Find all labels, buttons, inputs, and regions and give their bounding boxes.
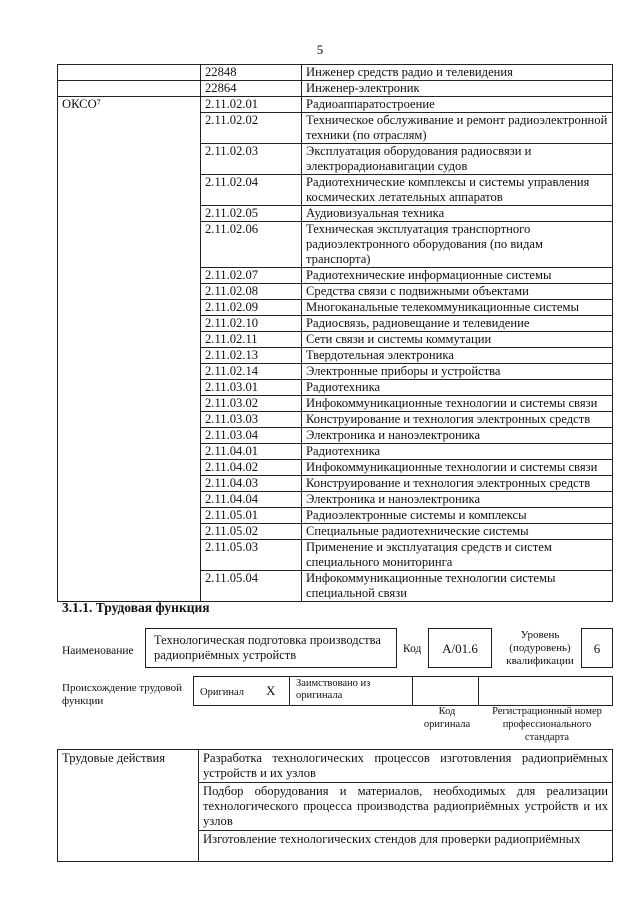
- actions-label: Трудовые действия: [58, 750, 199, 862]
- page-number: 5: [316, 42, 324, 57]
- name-cell: Электронные приборы и устройства: [302, 364, 613, 380]
- name-cell: Применение и эксплуатация средств и систем специального мониторинга: [302, 540, 613, 571]
- group-cell: [58, 380, 201, 396]
- code-cell: 2.11.02.09: [201, 300, 302, 316]
- group-cell: [58, 524, 201, 540]
- table-row: [58, 81, 613, 97]
- table-row: [58, 540, 613, 571]
- group-cell: [58, 300, 201, 316]
- name-cell: Радиоаппаратостроение: [302, 97, 613, 113]
- name-box: [145, 628, 397, 668]
- name-cell: Радиосвязь, радиовещание и телевидение: [302, 316, 613, 332]
- table-row: [58, 332, 613, 348]
- table-row: [58, 508, 613, 524]
- code-box: [428, 628, 492, 668]
- code-cell: 2.11.02.10: [201, 316, 302, 332]
- table-row: [58, 524, 613, 540]
- group-cell: [58, 206, 201, 222]
- table-row: [58, 348, 613, 364]
- code-cell: 2.11.05.02: [201, 524, 302, 540]
- table-row: [58, 268, 613, 284]
- code-cell: 2.11.02.06: [201, 222, 302, 268]
- code-cell: 2.11.04.01: [201, 444, 302, 460]
- name-cell: Электроника и наноэлектроника: [302, 428, 613, 444]
- table-row: [58, 316, 613, 332]
- code-cell: 2.11.02.07: [201, 268, 302, 284]
- table-row: [58, 476, 613, 492]
- code-cell: 2.11.02.08: [201, 284, 302, 300]
- name-cell: Конструирование и технология электронных средств: [302, 476, 613, 492]
- code-cell: 2.11.05.01: [201, 508, 302, 524]
- group-cell: [58, 348, 201, 364]
- name-cell: Радиотехнические комплексы и системы управления космических летательных аппаратов: [302, 175, 613, 206]
- code-cell: 2.11.03.04: [201, 428, 302, 444]
- name-cell: Радиотехника: [302, 380, 613, 396]
- group-cell: [58, 412, 201, 428]
- origin-divider-3: [478, 676, 479, 706]
- group-cell: [58, 81, 201, 97]
- table-row: [58, 144, 613, 175]
- table-row: [58, 428, 613, 444]
- group-cell: [58, 65, 201, 81]
- table-row: [58, 460, 613, 476]
- group-cell: [58, 144, 201, 175]
- group-cell: [58, 428, 201, 444]
- okso-table: [57, 64, 613, 602]
- code-cell: 2.11.02.13: [201, 348, 302, 364]
- action-item: Разработка технологических процессов изготовления радиоприёмных устройств и их узлов: [199, 750, 613, 783]
- action-row: [58, 750, 613, 783]
- code-cell: 2.11.02.11: [201, 332, 302, 348]
- level-box: [581, 628, 613, 668]
- group-cell: [58, 460, 201, 476]
- name-cell: Сети связи и системы коммутации: [302, 332, 613, 348]
- group-cell: ОКСО⁷: [58, 97, 201, 113]
- code-label: Код: [403, 643, 422, 655]
- code-cell: 22848: [201, 65, 302, 81]
- group-cell: [58, 332, 201, 348]
- original-label: Оригинал: [200, 687, 244, 698]
- actions-table: [57, 749, 613, 862]
- code-cell: 2.11.02.02: [201, 113, 302, 144]
- table-row: [58, 65, 613, 81]
- group-cell: [58, 508, 201, 524]
- action-item: Подбор оборудования и материалов, необходимых для реализации технологического процесса производства радиоприёмных устройств и их узлов: [199, 783, 613, 831]
- group-cell: [58, 396, 201, 412]
- group-cell: [58, 284, 201, 300]
- group-cell: [58, 540, 201, 571]
- group-cell: [58, 444, 201, 460]
- code-cell: 2.11.04.03: [201, 476, 302, 492]
- name-label: Наименование: [62, 645, 134, 657]
- name-cell: Инфокоммуникационные технологии и системы связи: [302, 396, 613, 412]
- name-cell: Инфокоммуникационные технологии системы специальной связи: [302, 571, 613, 602]
- table-row: [58, 222, 613, 268]
- name-cell: Эксплуатация оборудования радиосвязи и электрорадионавигации судов: [302, 144, 613, 175]
- name-cell: Инженер средств радио и телевидения: [302, 65, 613, 81]
- code-cell: 2.11.03.02: [201, 396, 302, 412]
- code-original-label: Код оригинала: [423, 706, 471, 730]
- name-cell: Специальные радиотехнические системы: [302, 524, 613, 540]
- level-label: Уровень (подуровень) квалификации: [506, 629, 574, 667]
- group-cell: [58, 113, 201, 144]
- table-row: [58, 284, 613, 300]
- origin-label: Происхождение трудовой функции: [62, 682, 183, 707]
- name-cell: Твердотельная электроника: [302, 348, 613, 364]
- code-cell: 2.11.02.01: [201, 97, 302, 113]
- group-cell: [58, 268, 201, 284]
- group-cell: [58, 364, 201, 380]
- group-cell: [58, 222, 201, 268]
- code-cell: 2.11.05.03: [201, 540, 302, 571]
- group-cell: [58, 476, 201, 492]
- table-row: [58, 444, 613, 460]
- code-cell: 2.11.04.02: [201, 460, 302, 476]
- table-row: [58, 412, 613, 428]
- original-mark: X: [266, 683, 276, 698]
- table-row: [58, 175, 613, 206]
- origin-divider-1: [289, 676, 290, 706]
- action-item: Изготовление технологических стендов для проверки радиоприёмных: [199, 831, 613, 862]
- group-cell: [58, 492, 201, 508]
- code-cell: 2.11.02.03: [201, 144, 302, 175]
- name-cell: Техническое обслуживание и ремонт радиоэлектронной техники (по отраслям): [302, 113, 613, 144]
- table-row: [58, 364, 613, 380]
- group-cell: [58, 316, 201, 332]
- table-row: [58, 492, 613, 508]
- reg-number-label: Регистрационный номер профессионального стандарта: [492, 706, 602, 743]
- name-cell: Конструирование и технология электронных средств: [302, 412, 613, 428]
- table-row: [58, 206, 613, 222]
- name-cell: Радиотехнические информационные системы: [302, 268, 613, 284]
- code-cell: 2.11.04.04: [201, 492, 302, 508]
- name-cell: Инфокоммуникационные технологии и системы связи: [302, 460, 613, 476]
- table-row: [58, 380, 613, 396]
- name-cell: Техническая эксплуатация транспортного радиоэлектронного оборудования (по видам транспорта): [302, 222, 613, 268]
- origin-divider-2: [412, 676, 413, 706]
- code-cell: 2.11.02.04: [201, 175, 302, 206]
- code-cell: 2.11.02.14: [201, 364, 302, 380]
- table-row: [58, 113, 613, 144]
- table-row: [58, 97, 613, 113]
- table-row: [58, 300, 613, 316]
- name-cell: Инженер-электроник: [302, 81, 613, 97]
- name-cell: Радиотехника: [302, 444, 613, 460]
- section-heading: 3.1.1. Трудовая функция: [62, 600, 210, 615]
- code-cell: 2.11.05.04: [201, 571, 302, 602]
- code-cell: 2.11.03.01: [201, 380, 302, 396]
- function-code: A/01.6: [442, 641, 478, 656]
- code-cell: 2.11.02.05: [201, 206, 302, 222]
- code-cell: 22864: [201, 81, 302, 97]
- table-row: [58, 571, 613, 602]
- table-row: [58, 396, 613, 412]
- name-cell: Электроника и наноэлектроника: [302, 492, 613, 508]
- group-cell: [58, 571, 201, 602]
- code-cell: 2.11.03.03: [201, 412, 302, 428]
- name-cell: Аудиовизуальная техника: [302, 206, 613, 222]
- level-value: 6: [593, 641, 601, 656]
- name-cell: Радиоэлектронные системы и комплексы: [302, 508, 613, 524]
- function-name: Технологическая подготовка производства радиоприёмных устройств: [154, 633, 381, 662]
- name-cell: Средства связи с подвижными объектами: [302, 284, 613, 300]
- group-cell: [58, 175, 201, 206]
- borrowed-label: Заимствовано из оригинала: [296, 678, 371, 701]
- name-cell: Многоканальные телекоммуникационные системы: [302, 300, 613, 316]
